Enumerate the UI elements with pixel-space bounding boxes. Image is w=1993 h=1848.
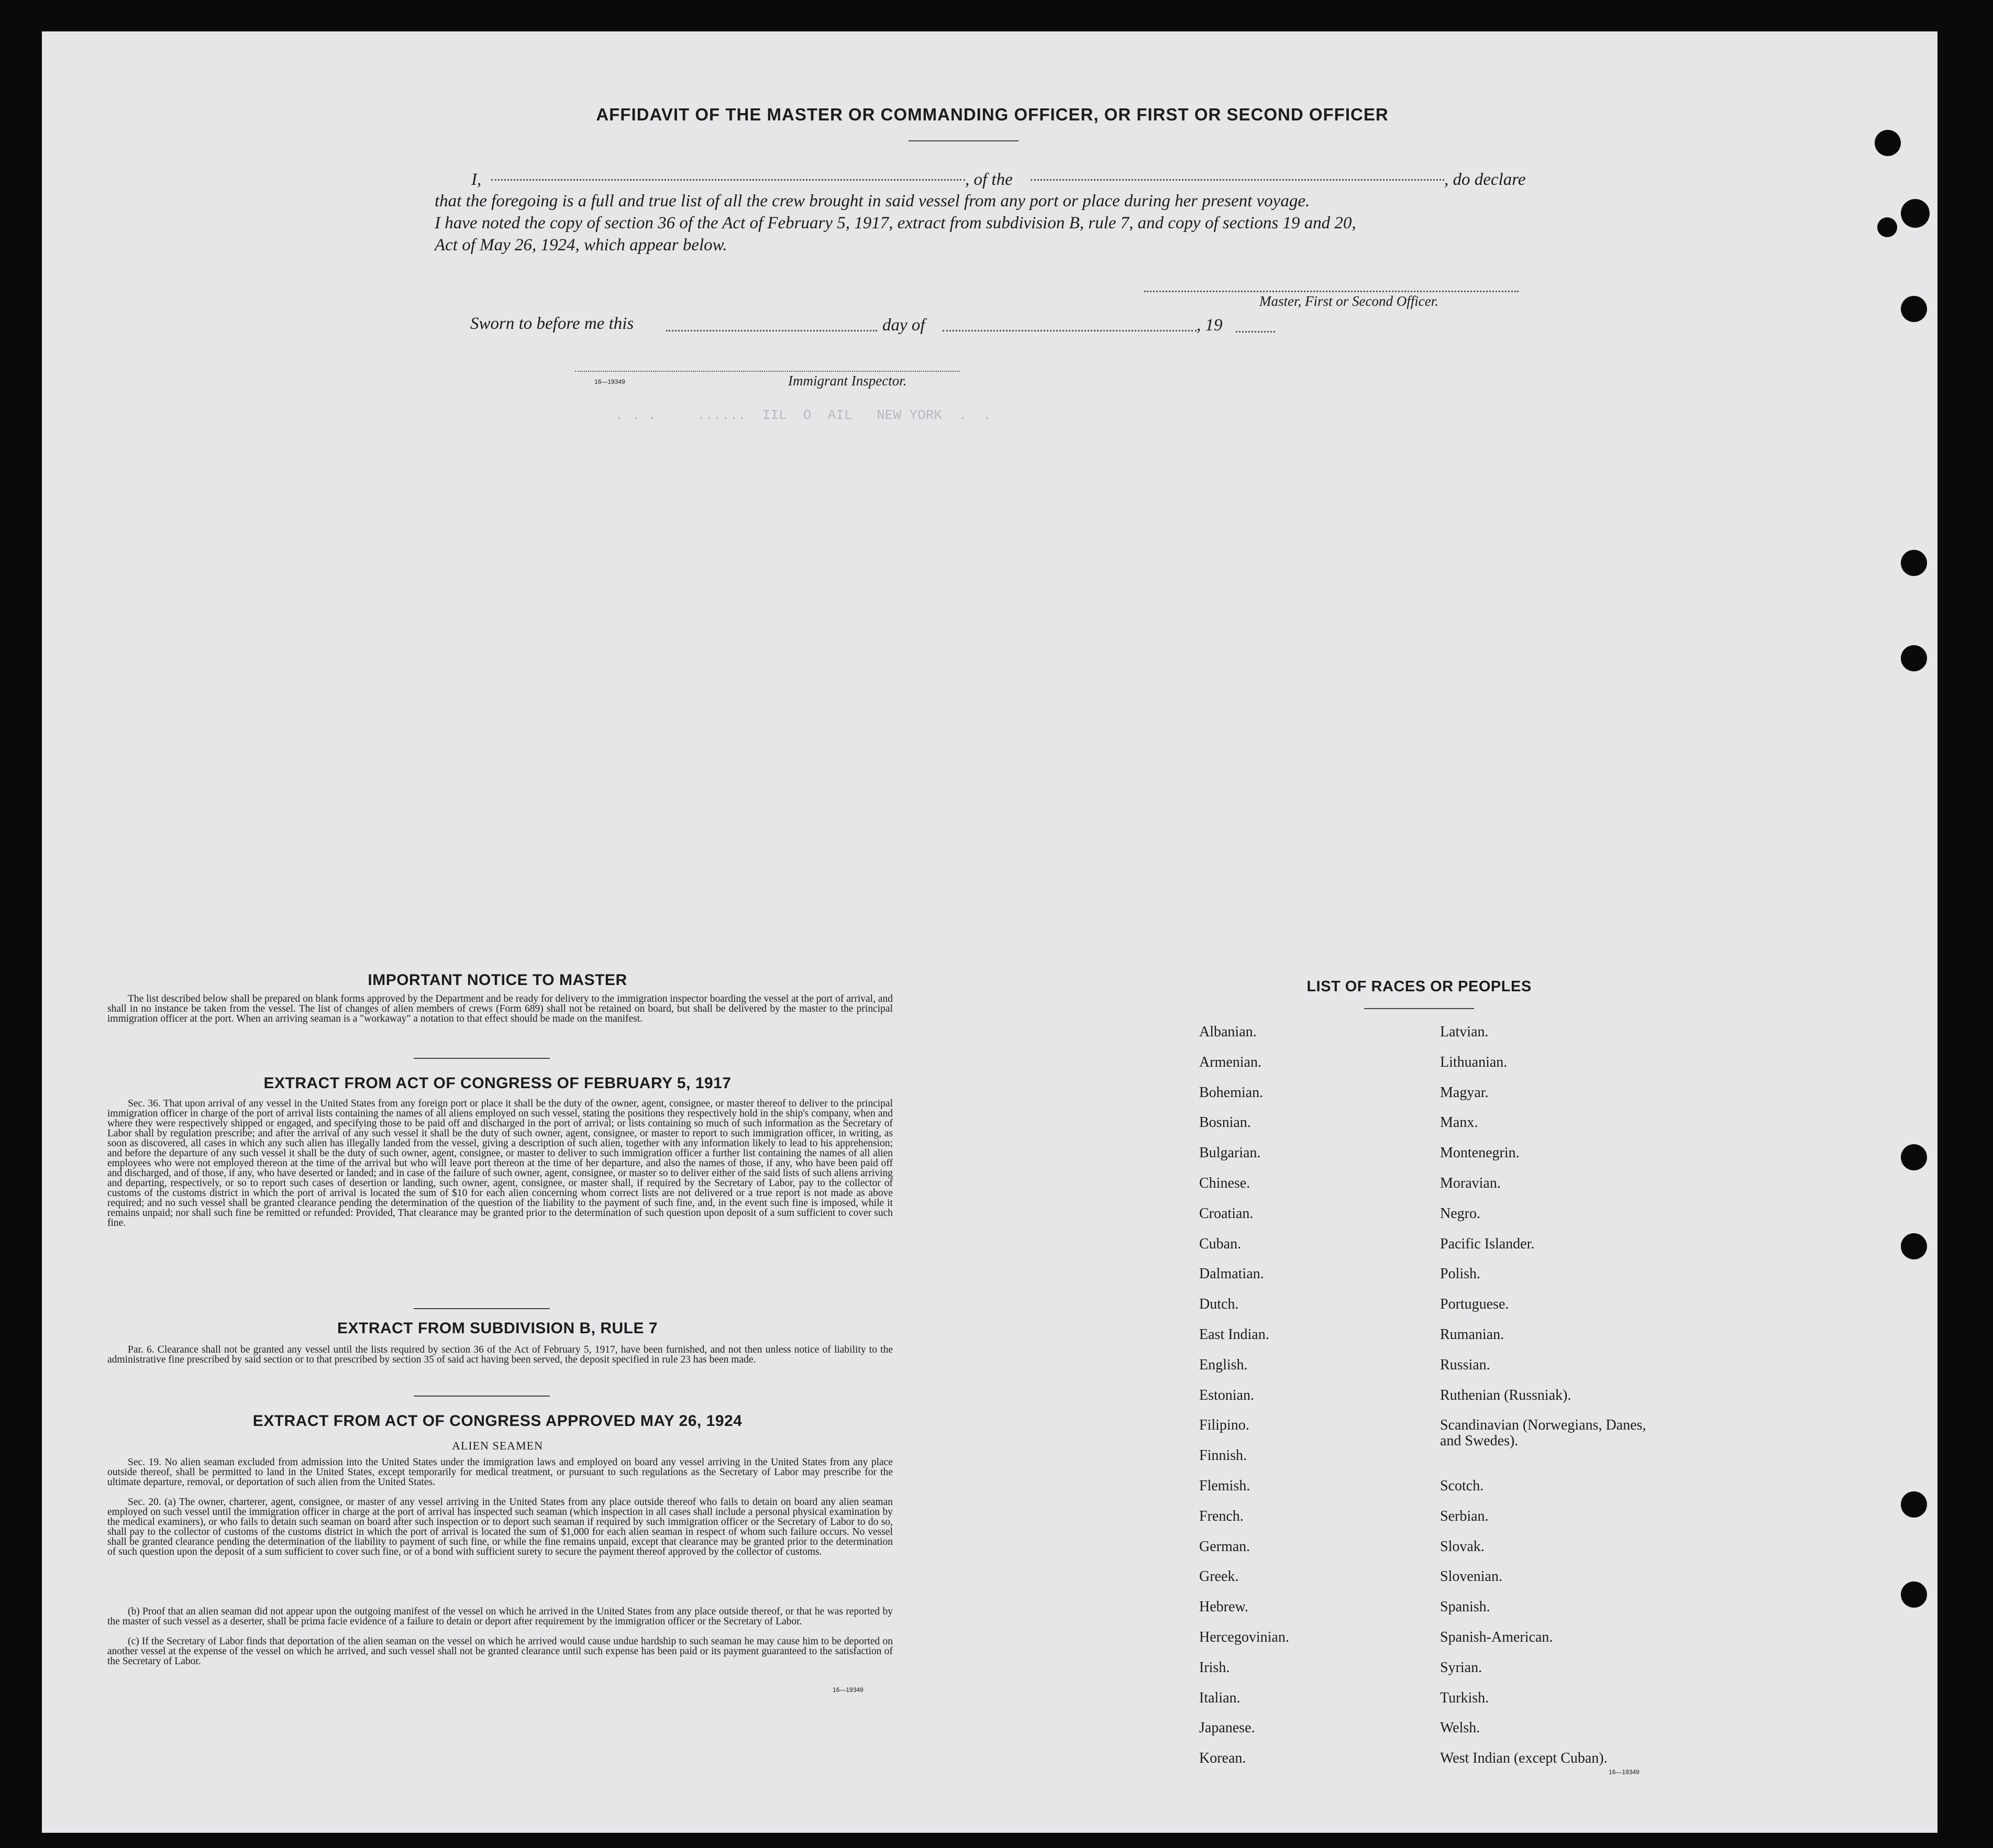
race-item: Croatian. xyxy=(1199,1205,1254,1222)
form-number: 16—19349 xyxy=(594,378,625,385)
vessel-blank[interactable] xyxy=(1031,179,1444,181)
race-item: Moravian. xyxy=(1440,1175,1501,1191)
day-of-label: day of xyxy=(882,316,925,335)
race-item: Cuban. xyxy=(1199,1235,1242,1252)
race-item: Portuguese. xyxy=(1440,1296,1509,1313)
race-item: Manx. xyxy=(1440,1114,1478,1131)
race-item: Flemish. xyxy=(1199,1477,1250,1494)
race-item: Irish. xyxy=(1199,1659,1230,1676)
race-item: Spanish-American. xyxy=(1440,1629,1553,1645)
punch-hole xyxy=(1901,1491,1927,1518)
race-item: West Indian (except Cuban). xyxy=(1440,1750,1608,1767)
punch-hole xyxy=(1901,296,1927,322)
race-item: Korean. xyxy=(1199,1750,1246,1767)
race-item: Filipino. xyxy=(1199,1417,1249,1434)
races-right-column xyxy=(1440,1017,1660,1774)
race-item: Turkish. xyxy=(1440,1689,1489,1706)
show-through-text: . . . ...... IIL O AIL NEW YORK . . xyxy=(615,407,991,423)
rule-7-title: EXTRACT FROM SUBDIVISION B, RULE 7 xyxy=(337,1320,658,1337)
act-1917-title: EXTRACT FROM ACT OF CONGRESS OF FEBRUARY 5, 1917 xyxy=(263,1075,732,1092)
inspector-label: Immigrant Inspector. xyxy=(788,373,907,389)
punch-hole xyxy=(1877,217,1897,237)
name-blank[interactable] xyxy=(491,179,965,181)
race-item: Albanian. xyxy=(1199,1024,1257,1040)
act-1924-sec-19: Sec. 19. No alien seaman excluded from admission into the United States under the immigration laws and employed on board any vessel arriving in the United States from any place outside thereof, shall be permitted to land in the United States, except temporarily for medical treatment, or pursuant to such regulations as the Secretary of Labor may prescribe for the ultimate departure, removal, or deportation of such alien from the United States. xyxy=(107,1457,893,1488)
race-item: Chinese. xyxy=(1199,1175,1250,1191)
form-number: 16—19349 xyxy=(833,1686,863,1694)
race-item: Bulgarian. xyxy=(1199,1145,1261,1161)
race-item: Serbian. xyxy=(1440,1508,1489,1524)
race-item: Montenegrin. xyxy=(1440,1145,1520,1161)
notice-body: The list described below shall be prepared on blank forms approved by the Department and be ready for delivery to the immigration inspector boarding the vessel at the port of arrival, and shall in no instance be taken from the vessel. The list of changes of alien members of crews (Form 689) shall not be retained on board, but shall be delivered by the master to the principal immigration officer at the port. When an arriving seaman is a "workaway" a notation to that effect should be made on the manifest. xyxy=(107,993,893,1024)
race-item: Bosnian. xyxy=(1199,1114,1251,1131)
affidavit-line-4: Act of May 26, 1924, which appear below. xyxy=(435,236,727,254)
race-item: Magyar. xyxy=(1440,1084,1489,1101)
race-item: Pacific Islander. xyxy=(1440,1235,1535,1252)
race-item: East Indian. xyxy=(1199,1326,1269,1343)
do-declare-label: , do declare xyxy=(1444,170,1526,189)
races-title: LIST OF RACES OR PEOPLES xyxy=(1306,978,1532,995)
act-1924-title: EXTRACT FROM ACT OF CONGRESS APPROVED MAY 26, 1924 xyxy=(252,1412,743,1430)
race-item: French. xyxy=(1199,1508,1244,1524)
punch-hole xyxy=(1901,1233,1927,1259)
affidavit-line-3: I have noted the copy of section 36 of the Act of February 5, 1917, extract from subdivision B, rule 7, and copy of sections 19 and 20, xyxy=(435,214,1356,233)
act-1917-body: Sec. 36. That upon arrival of any vessel in the United States from any foreign port or place it shall be the duty of the owner, agent, consignee, or master thereof to deliver to the principal immigration officer in charge of the port of arrival lists containing the names of all aliens employed on such vessel, stating the positions they respectively hold in the ship's company, when and where they were respectively shipped or engaged, and specifying those to be paid off and discharged in the port of arrival; or lists containing so much of such information as the Secretary of Labor shall by regulation prescribe; and after the arrival of any such vessel it shall be the duty of such owner, agent, consignee, or master to report to such immigration officer, in writing, as soon as discovered, all cases in which any such alien has illegally landed from the vessel, giving a description of such alien, together with any information likely to lead to his apprehension; and before the departure of any such vessel it shall be the duty of such owner, agent, consignee, or master to deliver to such immigration officer a further list containing the names of all alien employees who were not employed thereon at the time of the arrival but who will leave port thereon at the time of her departure, and also the names of those, if any, who have been paid off and discharged, and of those, if any, who have deserted or landed; and in case of the failure of such owner, agent, consignee, or master so to deliver either of the said lists of such aliens arriving and departing, respectively, or so to report such cases of desertion or landing, such owner, agent, consignee, or master shall, if required by the Secretary of Labor, pay to the collector of customs of the customs district in which the port of arrival is located the sum of $10 for each alien concerning whom correct lists are not delivered or a true report is not made as above required; and no such vessel shall be granted clearance pending the determination of the question of the liability to the payment of such fine, and, in the event such fine is imposed, while it remains unpaid; nor shall such fine be remitted or refunded: Provided, That clearance may be granted prior to the determination of such question upon deposit of a sum sufficient to cover such fine. xyxy=(107,1098,893,1229)
divider xyxy=(414,1058,550,1059)
race-item: Hebrew. xyxy=(1199,1599,1248,1615)
year-label: , 19 xyxy=(1197,316,1223,335)
races-left-column xyxy=(1199,1017,1289,1774)
punch-hole xyxy=(1901,550,1927,576)
race-item: Hercegovinian. xyxy=(1199,1629,1289,1645)
sworn-day-blank[interactable] xyxy=(666,330,877,331)
year-blank[interactable] xyxy=(1236,331,1275,333)
act-1924-sec-20b: (b) Proof that an alien seaman did not appear upon the outgoing manifest of the vessel on which he arrived in the United States from any place outside thereof, or that he was reported by the master of such vessel as a deserter, shall be prima facie evidence of a failure to detain or deport after requirement by the immigration officer or the Secretary of Labor. xyxy=(107,1606,893,1627)
race-item: Rumanian. xyxy=(1440,1326,1504,1343)
alien-seamen-subtitle: ALIEN SEAMEN xyxy=(452,1439,543,1452)
race-item: Ruthenian (Russniak). xyxy=(1440,1387,1571,1403)
race-item: Bohemian. xyxy=(1199,1084,1264,1101)
notice-title: IMPORTANT NOTICE TO MASTER xyxy=(368,971,627,989)
master-signature-label: Master, First or Second Officer. xyxy=(1259,293,1438,309)
race-item: Estonian. xyxy=(1199,1387,1254,1403)
race-item: Japanese. xyxy=(1199,1720,1255,1736)
race-item: Greek. xyxy=(1199,1568,1239,1585)
race-item: Slovenian. xyxy=(1440,1568,1502,1585)
divider xyxy=(414,1396,550,1397)
affidavit-title: AFFIDAVIT OF THE MASTER OR COMMANDING OFFICER, OR FIRST OR SECOND OFFICER xyxy=(596,105,1389,124)
race-item: Russian. xyxy=(1440,1356,1490,1373)
inspector-signature-line[interactable] xyxy=(575,371,960,372)
affidavit-i-label: I, xyxy=(471,170,482,189)
punch-hole xyxy=(1875,130,1901,156)
form-number: 16—19349 xyxy=(1609,1768,1640,1776)
master-signature-line[interactable] xyxy=(1144,291,1519,292)
act-1924-sec-20c: (c) If the Secretary of Labor finds that deportation of the alien seaman on the vessel on which he arrived would cause undue hardship to such seaman he may cause him to be deported on another vessel at the expense of the vessel on which he arrived, and such vessel shall not be granted clearance until such expense has been paid or its payment guaranteed to the satisfaction of the Secretary of Labor. xyxy=(107,1636,893,1667)
divider xyxy=(909,140,1018,141)
race-item: Welsh. xyxy=(1440,1720,1480,1736)
race-item: Scotch. xyxy=(1440,1477,1484,1494)
of-the-label: , of the xyxy=(965,170,1013,189)
race-item: Negro. xyxy=(1440,1205,1480,1222)
sworn-label: Sworn to before me this xyxy=(470,314,634,333)
race-item: Lithuanian. xyxy=(1440,1054,1508,1070)
race-item: Latvian. xyxy=(1440,1024,1489,1040)
punch-hole xyxy=(1901,1581,1927,1608)
affidavit-line-2: that the foregoing is a full and true list of all the crew brought in said vessel from any port or place during her present voyage. xyxy=(435,192,1310,211)
punch-hole xyxy=(1901,645,1927,671)
race-item: German. xyxy=(1199,1538,1250,1555)
punch-hole xyxy=(1901,199,1930,228)
rule-7-body: Par. 6. Clearance shall not be granted any vessel until the lists required by section 36 of the Act of February 5, 1917, have been furnished, and not then unless notice of liability to the administrative fine prescribed by said section or to that prescribed by section 35 of said act having been served, the deposit specified in rule 23 has been made. xyxy=(107,1344,893,1365)
race-item: Armenian. xyxy=(1199,1054,1261,1070)
race-item: Syrian. xyxy=(1440,1659,1482,1676)
race-item: Polish. xyxy=(1440,1266,1481,1282)
divider xyxy=(1364,1008,1474,1009)
race-item: Dutch. xyxy=(1199,1296,1239,1313)
race-item: Spanish. xyxy=(1440,1599,1490,1615)
punch-hole xyxy=(1901,1144,1927,1170)
race-item: English. xyxy=(1199,1356,1248,1373)
race-item: Slovak. xyxy=(1440,1538,1485,1555)
race-item: Dalmatian. xyxy=(1199,1266,1264,1282)
race-item: Finnish. xyxy=(1199,1447,1247,1464)
divider xyxy=(414,1308,550,1309)
race-item: Italian. xyxy=(1199,1689,1241,1706)
race-item: Scandinavian (Norwegians, Danes, and Swedes). xyxy=(1440,1417,1646,1449)
sworn-month-blank[interactable] xyxy=(943,330,1197,331)
act-1924-sec-20a: Sec. 20. (a) The owner, charterer, agent, consignee, or master of any vessel arriving in the United States from any place outside thereof who fails to detain on board any alien seaman employed on such vessel until the immigration officer in charge at the port of arrival has inspected such seaman (which inspection in all cases shall include a personal physical examination by the medical examiners), or who fails to detain such seaman on board after such inspection or to deport such seaman if required by such immigration officer or the Secretary of Labor to do so, shall pay to the collector of customs of the customs district in which the port of arrival is located the sum of $1,000 for each alien seaman in respect of whom such failure occurs. No vessel shall be granted clearance pending the determination of the liability to payment of such fine, or while the fine remains unpaid, except that clearance may be granted prior to the determination of such question upon the deposit of a sum sufficient to cover such fine, or of a bond with sufficient surety to secure the payment thereof approved by the collector of customs. xyxy=(107,1497,893,1557)
